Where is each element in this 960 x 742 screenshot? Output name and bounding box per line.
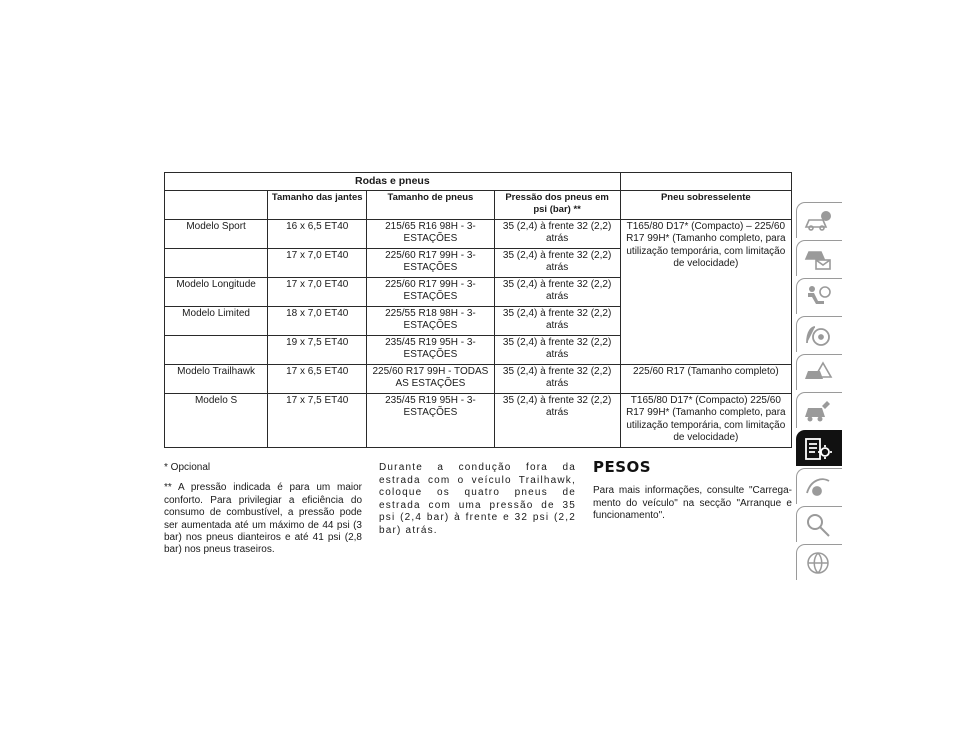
wheels-tires-table-container (164, 172, 792, 448)
chapter-tab[interactable] (796, 506, 842, 542)
tire-cell: 215/65 R16 98H - 3-ESTAÇÕES (367, 219, 494, 248)
specs-gear-icon (803, 435, 833, 463)
chapter-tab[interactable] (796, 202, 842, 238)
chapter-tab[interactable] (796, 278, 842, 314)
tire-cell: 225/60 R17 99H - 3-ESTAÇÕES (367, 248, 494, 277)
wheel-cell: 17 x 7,0 ET40 (268, 248, 367, 277)
weights-column (593, 458, 792, 531)
car-warning-icon (803, 359, 833, 387)
wheel-cell: 18 x 7,0 ET40 (268, 306, 367, 335)
table-row (165, 364, 792, 393)
tire-cell: 235/45 R19 95H - 3-ESTAÇÕES (367, 335, 494, 364)
header-spare: Pneu sobresselente (620, 190, 791, 219)
notes-column (164, 462, 362, 565)
offroad-column (379, 462, 576, 546)
pressure-cell: 35 (2,4) à frente 32 (2,2) atrás (494, 306, 620, 335)
section-heading: PESOS (593, 458, 652, 476)
pressure-note: ** A pressão indicada é para um maior conforto. Para privilegiar a eficiência do consumo de combustível, a pressão pode ser aumentada até um máximo de 44 psi (3 bar) nos pneus dianteiros e até 41 psi (2,8 bar) nos pneus traseiros. (164, 482, 362, 556)
spare-trailhawk-cell: 225/60 R17 (Tamanho completo) (620, 364, 791, 393)
search-icon (803, 511, 833, 539)
chapter-tab[interactable] (796, 240, 842, 276)
chapter-tab[interactable] (796, 392, 842, 428)
pressure-cell: 35 (2,4) à frente 32 (2,2) atrás (494, 364, 620, 393)
section-body: Para mais informações, consulte "Carrega-mento do veículo" na secção "Arranque e funcionamento". (593, 485, 792, 522)
pressure-cell: 35 (2,4) à frente 32 (2,2) atrás (494, 277, 620, 306)
tire-cell: 225/60 R17 99H - TODAS AS ESTAÇÕES (367, 364, 494, 393)
wheel-cell: 17 x 6,5 ET40 (268, 364, 367, 393)
steering-wheel-icon (803, 321, 833, 349)
wheels-tires-table (164, 172, 792, 448)
wheel-cell: 17 x 7,5 ET40 (268, 393, 367, 447)
model-cell: Modelo Limited (165, 306, 268, 335)
pressure-cell: 35 (2,4) à frente 32 (2,2) atrás (494, 248, 620, 277)
wheel-cell: 16 x 6,5 ET40 (268, 219, 367, 248)
wheel-cell: 19 x 7,5 ET40 (268, 335, 367, 364)
tire-cell: 235/45 R19 95H - 3-ESTAÇÕES (367, 393, 494, 447)
table-row (165, 219, 792, 248)
model-cell: Modelo Sport (165, 219, 268, 248)
model-cell: Modelo Trailhawk (165, 364, 268, 393)
seat-airbag-icon (803, 283, 833, 311)
model-cell (165, 335, 268, 364)
language-icon (803, 549, 833, 577)
pressure-cell: 35 (2,4) à frente 32 (2,2) atrás (494, 335, 620, 364)
table-title: Rodas e pneus (165, 173, 621, 191)
wheel-cell: 17 x 7,0 ET40 (268, 277, 367, 306)
chapter-tab-active[interactable] (796, 430, 842, 466)
tire-cell: 225/60 R17 99H - 3-ESTAÇÕES (367, 277, 494, 306)
header-wheel-size: Tamanho das jantes (268, 190, 367, 219)
chapter-tab[interactable] (796, 354, 842, 390)
car-service-icon (803, 397, 833, 425)
model-cell (165, 248, 268, 277)
pressure-cell: 35 (2,4) à frente 32 (2,2) atrás (494, 393, 620, 447)
media-icon (803, 473, 833, 501)
chapter-tab[interactable] (796, 468, 842, 504)
chapter-tabs (796, 202, 842, 582)
spare-model-s-cell: T165/80 D17* (Compacto) 225/60 R17 99H* (Tamanho completo, para utilização temporária, com limitação de velocidade) (620, 393, 791, 447)
model-cell: Modelo Longitude (165, 277, 268, 306)
spare-compact-cell: T165/80 D17* (Compacto) – 225/60 R17 99H* (Tamanho completo, para utilização temporária, com limitação de velocidade) (620, 219, 791, 364)
tire-cell: 225/55 R18 98H - 3-ESTAÇÕES (367, 306, 494, 335)
header-tire-size: Tamanho de pneus (367, 190, 494, 219)
table-row (165, 393, 792, 447)
chapter-tab[interactable] (796, 544, 842, 580)
car-mail-icon (803, 245, 833, 273)
table-title-blank (620, 173, 791, 191)
header-model (165, 190, 268, 219)
chapter-tab[interactable] (796, 316, 842, 352)
offroad-note: Durante a condução fora da estrada com o veículo Trailhawk, coloque os quatro pneus de estrada com uma pressão de 35 psi (2,4 bar) à frente e 32 psi (2,2 bar) atrás. (379, 462, 576, 536)
header-pressure: Pressão dos pneus em psi (bar) ** (494, 190, 620, 219)
optional-note: * Opcional (164, 462, 211, 473)
car-gauge-icon (803, 207, 833, 235)
pressure-cell: 35 (2,4) à frente 32 (2,2) atrás (494, 219, 620, 248)
model-cell: Modelo S (165, 393, 268, 447)
